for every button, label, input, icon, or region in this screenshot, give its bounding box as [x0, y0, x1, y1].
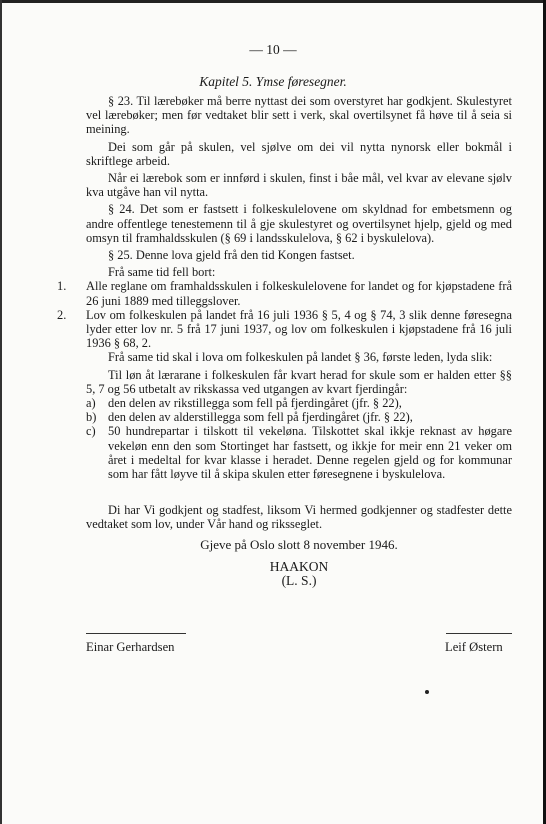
- paragraph-s23-textbook: Når ei lærebok som er innførd i skulen, finst i båe mål, vel kvar av elevane sjølv kva utgåve han vil nytta.: [86, 171, 512, 200]
- paragraph-s23: § 23. Til lærebøker må berre nyttast dei som overstyret har godkjent. Skulestyret vel lærebøker; men før vedtaket blir sett i verk, skal overtilsynet få høve til å seia si meining.: [86, 94, 512, 137]
- paragraph-s36: Frå same tid skal i lova om folkeskulen på landet § 36, første leden, lyda slik:: [108, 350, 493, 365]
- list-item: [86, 424, 512, 481]
- place-date: Gjeve på Oslo slott 8 november 1946.: [200, 536, 398, 552]
- list-item: [57, 307, 512, 351]
- paragraph-quote: Til løn åt lærarane i folkeskulen får kvart herad for skule som er halden etter §§ 5, 7 og 56 utbetalt av rikskassa ved utgangen av kvart fjerdingår:: [86, 367, 512, 396]
- scan-edge-top: [0, 0, 546, 3]
- list-item-text: den delen av alderstillegga som fell på fjerdingåret (jfr. § 22),: [108, 410, 413, 425]
- list-item: [86, 410, 512, 424]
- scan-edge-left: [0, 0, 2, 824]
- list-item: [86, 396, 512, 410]
- list-item-text: Alle reglane om framhaldsskulen i folkeskulelovene for landet og for kjøpstadene frå 26 juni 1889 med tilleggslover.: [86, 279, 512, 308]
- list-item-text: 50 hundrepartar i tilskott til vekeløna. Tilskottet skal ikkje reknast av høgare vekeløn enn den som Stortinget har fastsett, og ikkje for meir enn 21 veker om året i medeltal for kvar klasse i heradet. Denne regelen gjeld og for kommunar som har fått løyve til å skipa skulen etter føresegnene i byskulelova.: [108, 424, 512, 482]
- king-signature: HAAKON: [269, 558, 329, 574]
- list-item: [57, 279, 512, 308]
- list-item-letter: b): [86, 410, 97, 425]
- list-item-text: den delen av rikstillegga som fell på fjerdingåret (jfr. § 22),: [108, 396, 402, 411]
- paragraph-s25: § 25. Denne lova gjeld frå den tid Kongen fastset.: [108, 248, 355, 263]
- signature-line-right: [446, 633, 512, 634]
- signature-line-left: [86, 633, 186, 634]
- list-item-number: 1.: [57, 279, 67, 294]
- paragraph-s24: § 24. Det som er fastsett i folkeskulelovene om skyldnad for embetsmenn og andre offentlege tenestemenn til å gje skulestyret og overtilsynet hjelp, gjeld og med omsyn til framhaldsskulen (§ 69 i landsskulelova, § 62 i byskulelova).: [86, 202, 512, 245]
- signatory-right: Leif Østern: [445, 640, 503, 654]
- list-item-letter: a): [86, 396, 96, 411]
- closing-paragraph: Di har Vi godkjent og stadfest, liksom Vi hermed godkjenner og stadfester dette vedtaket som lov, under Vår hand og riksseglet.: [86, 503, 512, 532]
- list-item-text: Lov om folkeskulen på landet frå 16 juli 1936 § 5, 4 og § 74, 3 slik denne føresegna lyder etter lov nr. 5 frå 17 juni 1937, og lov om folkeskulen i kjøpstadene frå 16 juli 1936 § 68, 2.: [86, 307, 512, 351]
- list-item-letter: c): [86, 424, 96, 439]
- chapter-title: Kapitel 5. Ymse føresegner.: [199, 74, 347, 89]
- paragraph-s25-repeal: Frå same tid fell bort:: [108, 265, 216, 280]
- seal-mark: (L. S.): [281, 573, 317, 589]
- paragraph-s23-language: Dei som går på skulen, vel sjølve om dei vil nytta nynorsk eller bokmål i skriftlege arbeid.: [86, 139, 512, 168]
- list-item-number: 2.: [57, 307, 67, 322]
- scan-speck: [425, 690, 429, 694]
- page-number: — 10 —: [249, 42, 297, 57]
- signatory-left: Einar Gerhardsen: [86, 640, 175, 654]
- document-body: [57, 94, 512, 589]
